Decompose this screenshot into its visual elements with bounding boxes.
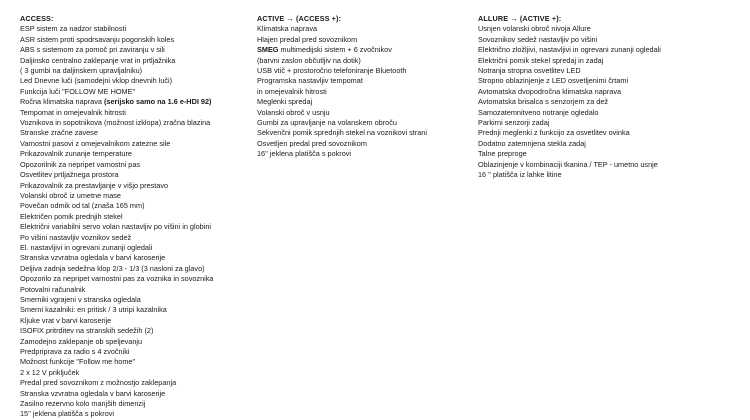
feature-item	[20, 170, 248, 180]
feature-item-text: Možnost funkcije "Follow me home"	[20, 357, 136, 367]
feature-item-text: 2 x 12 V priključek	[20, 367, 80, 377]
feature-item-text: Talne preproge	[478, 149, 527, 159]
feature-item-text: Daljinsko centralno zaklepanje vrat in prtljažnika	[20, 55, 176, 65]
feature-item	[20, 326, 248, 336]
feature-item-text: Volanski obroč v usnju	[257, 107, 330, 117]
feature-item	[478, 170, 740, 180]
feature-item-text: Stropno oblazinjenje z LED osvetljenimi črtami	[478, 76, 629, 86]
feature-item-text: Gumbi za upravljanje na volanskem obroču	[257, 118, 397, 128]
feature-item-text: Električni pomik stekel spredaj in zadaj	[478, 55, 604, 65]
feature-item-text: Prikazovalnik za prestavljanje v višjo prestavo	[20, 180, 169, 190]
feature-item	[478, 160, 740, 170]
feature-item-text: Potovalni računalnik	[20, 284, 86, 294]
feature-item-text: Usnjen volanski obroč nivoja Allure	[478, 24, 591, 34]
feature-item-text: 15'' jeklena platišča s pokrovi	[20, 409, 115, 419]
feature-item-text: Funkcija luči "FOLLOW ME HOME"	[20, 86, 136, 96]
feature-item-text: Meglenki spredaj	[257, 97, 313, 107]
feature-item-text: Električno zložljivi, nastavljivi in ogrevani zunanji ogledali	[478, 45, 661, 55]
column-active	[257, 14, 469, 160]
feature-item-text: ISOFIX pritrditev na stranskih sedežih (2)	[20, 326, 154, 336]
feature-item	[20, 399, 248, 409]
feature-item	[20, 368, 248, 378]
feature-item	[478, 118, 740, 128]
feature-item-text: 16'' jeklena platišča s pokrovi	[257, 149, 352, 159]
feature-item-text: USB vtič + prostoročno telefoniranje Bluetooth	[257, 66, 407, 76]
feature-item	[20, 201, 248, 211]
feature-item-text: Električni variabilni servo volan nastavljiv po višini in globini	[20, 222, 212, 232]
column-title: ACTIVE → (ACCESS +):	[257, 14, 342, 23]
feature-item-text: Opozorilo za nepripet varnostni pas za voznika in sovoznika	[20, 274, 214, 284]
feature-item-text: multimedijski sistem + 6 zvočnikov	[278, 45, 392, 55]
feature-item-text: Avtomatska dvopodročna klimatska naprava	[478, 86, 622, 96]
column-allure	[478, 14, 740, 181]
feature-item-bold-lead: SMEG	[257, 45, 279, 55]
feature-item-text: Deljiva zadnja sedežna klop 2/3 - 1/3 (3 nasloni za glavo)	[20, 263, 205, 273]
feature-item-text: Sovoznikov sedež nastavljiv po višini	[478, 34, 598, 44]
feature-item-text: Povečan odmik od tal (znaša 165 mm)	[20, 201, 145, 211]
feature-item-text: Tempomat in omejevalnik hitrosti	[20, 107, 126, 117]
feature-item-text: ( 3 gumbi na daljinskem upravljalniku)	[20, 66, 143, 76]
column-title: ACCESS:	[20, 14, 54, 23]
feature-item-bold-note: (serijsko samo na 1.6 e-HDI 92)	[103, 97, 212, 107]
feature-item	[257, 35, 469, 45]
feature-item	[20, 35, 248, 45]
feature-item	[257, 118, 469, 128]
feature-item	[20, 389, 248, 399]
feature-item	[257, 66, 469, 76]
feature-item-text: Sekvenčni pomik sprednjih stekel na voznikovi strani	[257, 128, 427, 138]
feature-item-text: Električen pomik prednjih stekel	[20, 211, 123, 221]
feature-item	[257, 97, 469, 107]
feature-item	[20, 274, 248, 284]
feature-item	[478, 139, 740, 149]
feature-item	[478, 56, 740, 66]
feature-item	[20, 295, 248, 305]
feature-item	[20, 45, 248, 55]
feature-item	[20, 233, 248, 243]
feature-item	[478, 108, 740, 118]
feature-item-text: Voznikova in sopotnikova (možnost izklopa) zračna blazina	[20, 118, 211, 128]
feature-item-text: Prednji meglenki z funkcijo za osvetlitev ovinka	[478, 128, 630, 138]
feature-item	[257, 45, 469, 55]
feature-item	[20, 337, 248, 347]
feature-item	[20, 305, 248, 315]
feature-item	[20, 66, 248, 76]
feature-item	[478, 87, 740, 97]
feature-item	[20, 243, 248, 253]
feature-item-text: 16 '' platišča iz lahke litine	[478, 170, 562, 180]
feature-item-text: Dodatno zatemnjena stekla zadaj	[478, 138, 586, 148]
feature-item	[20, 181, 248, 191]
feature-item-text: Smerni kazalniki: en pritisk / 3 utripi kazalnika	[20, 305, 167, 315]
feature-item	[20, 409, 248, 419]
feature-item-text: Varnostni pasovi z omejevalnikom zatezne sile	[20, 138, 171, 148]
feature-item	[20, 347, 248, 357]
feature-item-text: Avtomatska brisalca s senzorjem za dež	[478, 97, 609, 107]
feature-list	[478, 24, 740, 180]
feature-item	[478, 24, 740, 34]
feature-list	[257, 24, 469, 159]
feature-item-text: Parkirni senzorji zadaj	[478, 118, 550, 128]
feature-item-text: Programska nastavljiv tempomat	[257, 76, 363, 86]
feature-item-text: in omejevalnik hitrosti	[257, 86, 327, 96]
feature-item	[257, 76, 469, 86]
feature-item	[257, 56, 469, 66]
feature-item	[20, 24, 248, 34]
feature-item-text: Oblazinjenje v kombinaciji tkanina / TEP - umetno usnje	[478, 159, 658, 169]
feature-item-text: Hlajen predal pred sovoznikom	[257, 34, 358, 44]
feature-item	[20, 160, 248, 170]
feature-item	[20, 139, 248, 149]
feature-item	[20, 76, 248, 86]
feature-item-text: Klimatska naprava	[257, 24, 318, 34]
feature-item-text: Zamodejno zaklepanje ob speljevanju	[20, 336, 143, 346]
feature-item-text: Kljuke vrat v barvi karoserije	[20, 315, 112, 325]
feature-item-text: Prikazovalnik zunanje temperature	[20, 149, 132, 159]
feature-item-text: Predpriprava za radio s 4 zvočniki	[20, 347, 130, 356]
feature-item-text: Ročna klimatska naprava	[20, 97, 104, 107]
feature-item-text: Stranske zračne zavese	[20, 128, 98, 138]
feature-item	[478, 149, 740, 159]
feature-item-text: Volanski obroč iz umetne mase	[20, 190, 121, 200]
feature-item	[478, 76, 740, 86]
feature-item	[20, 108, 248, 118]
feature-item	[478, 45, 740, 55]
feature-item	[20, 253, 248, 263]
feature-item-text: Opozorilnik za nepripet varnostni pas	[20, 159, 141, 169]
feature-item	[257, 149, 469, 159]
column-title: ALLURE → (ACTIVE +):	[478, 14, 562, 23]
feature-item	[478, 97, 740, 107]
feature-item	[478, 66, 740, 76]
feature-item-text: Po višini nastavljiv voznikov sedež	[20, 232, 132, 242]
feature-item-text: ABS s sistemom za pomoč pri zaviranju v sili	[20, 45, 165, 55]
feature-item	[20, 128, 248, 138]
feature-item	[478, 128, 740, 138]
feature-item	[20, 97, 248, 107]
feature-item	[20, 87, 248, 97]
feature-item-text: Smerniki vgrajeni v stranska ogledala	[20, 294, 141, 304]
feature-item	[478, 35, 740, 45]
feature-item	[20, 149, 248, 159]
feature-item-text: Osvetljen predal pred sovoznikom	[257, 138, 367, 148]
feature-item-text: Predal pred sovoznikom z možnostjo zaklepanja	[20, 378, 177, 388]
feature-item	[20, 264, 248, 274]
feature-item-text: Stranska vzvratna ogledala v barvi karoserije	[20, 388, 166, 398]
feature-item-text: Notranja stropna osvetlitev LED	[478, 66, 581, 76]
feature-list	[20, 24, 248, 419]
column-access	[20, 14, 248, 420]
feature-item	[257, 87, 469, 97]
feature-item	[20, 222, 248, 232]
feature-item	[20, 316, 248, 326]
feature-item	[20, 56, 248, 66]
feature-item	[257, 139, 469, 149]
feature-item-text: ASR sistem proti spodrsavanju pogonskih koles	[20, 34, 175, 44]
feature-item-text: Led Dnevne luči (samodejni vklop dnevnih luči)	[20, 76, 173, 86]
feature-item	[257, 128, 469, 138]
feature-item	[20, 285, 248, 295]
feature-item	[20, 357, 248, 367]
feature-item-text: Osvetlitev prtljažnega prostora	[20, 170, 119, 180]
feature-item-text: Samozatemnitveno notranje ogledalo	[478, 107, 599, 117]
feature-item	[20, 118, 248, 128]
feature-item-text: Zasilno rezervno kolo manjših dimenzij	[20, 399, 146, 409]
feature-item	[20, 191, 248, 201]
feature-item	[20, 378, 248, 388]
feature-item	[257, 24, 469, 34]
feature-item-text: Stranska vzvratna ogledala v barvi karoserije	[20, 253, 166, 263]
feature-item-text: ESP sistem za nadzor stabilnosti	[20, 24, 127, 34]
feature-item	[257, 108, 469, 118]
feature-item	[20, 212, 248, 222]
feature-item-text: El. nastavljivi in ogrevani zunanji ogledali	[20, 242, 153, 252]
feature-item-text: (barvni zaslon občutljiv na dotik)	[257, 55, 361, 65]
